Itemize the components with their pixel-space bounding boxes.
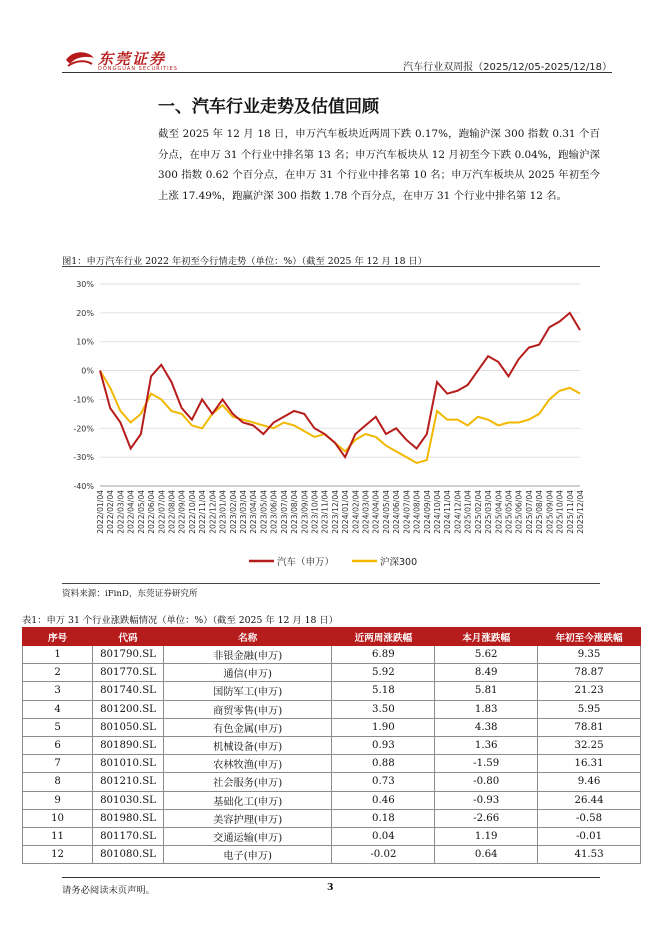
col-header-ytd: 年初至今涨跌幅 — [538, 628, 641, 646]
figure-caption: 图1：申万汽车行业 2022 年初至今行情走势（单位：%）（截至 2025 年 12 月 18 日） — [62, 256, 428, 267]
table-cell: 交通运输(申万) — [163, 827, 332, 845]
industry-performance-table — [22, 627, 641, 864]
legend-label-hs300: 沪深300 — [380, 557, 418, 568]
table-row — [23, 846, 641, 864]
x-tick-label: 2023/11/04 — [320, 490, 330, 534]
x-tick-label: 2024/05/04 — [381, 490, 391, 534]
x-tick-label: 2023/02/04 — [228, 490, 238, 534]
table-row — [23, 718, 641, 736]
table-cell: 0.18 — [332, 809, 435, 827]
x-tick-label: 2024/04/04 — [371, 490, 381, 534]
col-header-name: 名称 — [163, 628, 332, 646]
table-cell: 801890.SL — [93, 736, 164, 754]
x-tick-label: 2024/08/04 — [412, 490, 422, 534]
y-tick-label: 0% — [81, 366, 94, 376]
x-tick-label: 2023/07/04 — [279, 490, 289, 534]
x-tick-label: 2024/12/04 — [453, 490, 463, 534]
x-tick-label: 2022/05/04 — [136, 490, 146, 534]
table-cell: 社会服务(申万) — [163, 773, 332, 791]
table-cell: 通信(申万) — [163, 664, 332, 682]
x-axis-ticks — [96, 490, 585, 534]
table-cell: 9 — [23, 791, 93, 809]
table-cell: -0.80 — [435, 773, 538, 791]
table-cell: 2 — [23, 664, 93, 682]
legend-label-auto: 汽车（申万） — [277, 557, 335, 568]
x-tick-label: 2024/06/04 — [392, 490, 402, 534]
x-tick-label: 2022/08/04 — [167, 490, 177, 534]
table-cell: 5.62 — [435, 646, 538, 664]
table-cell: 1 — [23, 646, 93, 664]
table-cell: 801210.SL — [93, 773, 164, 791]
x-tick-label: 2022/06/04 — [147, 490, 157, 534]
x-tick-label: 2025/09/04 — [545, 490, 555, 534]
x-tick-label: 2025/05/04 — [504, 490, 514, 534]
figure-source: 资料来源：iFinD，东莞证券研究所 — [62, 589, 198, 599]
col-header-two-week: 近两周涨跌幅 — [332, 628, 435, 646]
table-cell: 801010.SL — [93, 755, 164, 773]
y-tick-label: 10% — [76, 337, 94, 347]
table-cell: 0.88 — [332, 755, 435, 773]
x-tick-label: 2023/03/04 — [238, 490, 248, 534]
x-tick-label: 2023/12/04 — [330, 490, 340, 534]
table-cell: 78.81 — [538, 718, 641, 736]
header-divider — [62, 72, 612, 73]
table-cell: -2.66 — [435, 809, 538, 827]
table-cell: 商贸零售(申万) — [163, 700, 332, 718]
table-header-row — [23, 628, 641, 646]
table-cell: 8.49 — [435, 664, 538, 682]
table-cell: 78.87 — [538, 664, 641, 682]
figure-bottom-rule — [62, 583, 600, 584]
x-tick-label: 2024/07/04 — [402, 490, 412, 534]
table-cell: 6 — [23, 736, 93, 754]
x-tick-label: 2024/03/04 — [361, 490, 371, 534]
table-row — [23, 755, 641, 773]
y-tick-label: -20% — [73, 424, 94, 434]
y-tick-label: -30% — [73, 453, 94, 463]
table-row — [23, 791, 641, 809]
table-cell: 1.83 — [435, 700, 538, 718]
x-tick-label: 2025/06/04 — [514, 490, 524, 534]
x-tick-label: 2023/06/04 — [269, 490, 279, 534]
x-tick-label: 2024/10/04 — [433, 490, 443, 534]
table-cell: 3.50 — [332, 700, 435, 718]
table-cell: 有色金属(申万) — [163, 718, 332, 736]
table-cell: 41.53 — [538, 846, 641, 864]
table-cell: 801200.SL — [93, 700, 164, 718]
x-tick-label: 2024/01/04 — [341, 490, 351, 534]
table-cell: 4.38 — [435, 718, 538, 736]
table-cell: 非银金融(申万) — [163, 646, 332, 664]
x-tick-label: 2022/02/04 — [106, 490, 116, 534]
table-cell: 农林牧渔(申万) — [163, 755, 332, 773]
x-tick-label: 2022/11/04 — [198, 490, 208, 534]
table-cell: 801740.SL — [93, 682, 164, 700]
col-header-index: 序号 — [23, 628, 93, 646]
footer-disclaimer: 请务必阅读末页声明。 — [62, 885, 155, 896]
table-cell: -1.59 — [435, 755, 538, 773]
table-cell: 5.95 — [538, 700, 641, 718]
table-cell: 9.46 — [538, 773, 641, 791]
x-tick-label: 2022/07/04 — [157, 490, 167, 534]
x-tick-label: 2024/02/04 — [351, 490, 361, 534]
table-cell: 12 — [23, 846, 93, 864]
table-cell: 0.73 — [332, 773, 435, 791]
table-cell: 16.31 — [538, 755, 641, 773]
table-cell: 基础化工(申万) — [163, 791, 332, 809]
table-cell: 801030.SL — [93, 791, 164, 809]
table-cell: 5.18 — [332, 682, 435, 700]
table-row — [23, 827, 641, 845]
table-cell: 32.25 — [538, 736, 641, 754]
summary-paragraph: 截至 2025 年 12 月 18 日，申万汽车板块近两周下跌 0.17%，跑输沪深 300 指数 0.31 个百分点，在申万 31 个行业中排名第 13 名；申万汽车板块从 12 月初至今下跌 0.04%，跑输沪深 300 指数 0.62 个百分点，在申万 31 个行业中排名第 10 名；申万汽车板块从 2025 年初至今上涨 17.49%，跑赢沪深 300 指数 1.78 个百分点，在申万 31 个行业中排名第 12 名。 — [158, 128, 600, 202]
table-cell: 国防军工(申万) — [163, 682, 332, 700]
table-cell: 801980.SL — [93, 809, 164, 827]
table-cell: 4 — [23, 700, 93, 718]
table-cell: 10 — [23, 809, 93, 827]
table-cell: -0.01 — [538, 827, 641, 845]
x-tick-label: 2023/05/04 — [259, 490, 269, 534]
table-caption: 表1：申万 31 个行业涨跌幅情况（单位：%）（截至 2025 年 12 月 18 日） — [22, 615, 339, 626]
x-tick-label: 2022/04/04 — [126, 490, 136, 534]
y-tick-label: -10% — [73, 395, 94, 405]
table-cell: 6.89 — [332, 646, 435, 664]
table-cell: 7 — [23, 755, 93, 773]
x-tick-label: 2024/09/04 — [422, 490, 432, 534]
brand-name: 东莞证券 — [98, 50, 167, 68]
table-cell: 5.81 — [435, 682, 538, 700]
table-row — [23, 736, 641, 754]
table-cell: 3 — [23, 682, 93, 700]
table-row — [23, 809, 641, 827]
table-cell: 26.44 — [538, 791, 641, 809]
table-cell: 21.23 — [538, 682, 641, 700]
table-cell: 0.04 — [332, 827, 435, 845]
x-tick-label: 2022/10/04 — [187, 490, 197, 534]
table-cell: 801050.SL — [93, 718, 164, 736]
brand-subtitle: DONGGUAN SECURITIES — [98, 66, 178, 72]
table-cell: -0.93 — [435, 791, 538, 809]
table-cell: 0.46 — [332, 791, 435, 809]
section-title: 一、汽车行业走势及估值回顾 — [158, 97, 379, 117]
figure-top-rule — [62, 266, 600, 267]
table-cell: 1.36 — [435, 736, 538, 754]
table-cell: 电子(申万) — [163, 846, 332, 864]
table-cell: 1.90 — [332, 718, 435, 736]
table-row — [23, 682, 641, 700]
y-tick-label: 30% — [76, 280, 94, 289]
x-tick-label: 2022/12/04 — [208, 490, 218, 534]
performance-line-chart — [62, 270, 600, 580]
footer-divider — [62, 877, 600, 878]
x-tick-label: 2023/10/04 — [310, 490, 320, 534]
col-header-month: 本月涨跌幅 — [435, 628, 538, 646]
table-row — [23, 700, 641, 718]
table-cell: 机械设备(申万) — [163, 736, 332, 754]
x-tick-label: 2023/04/04 — [249, 490, 259, 534]
report-title: 汽车行业双周报（2025/12/05-2025/12/18） — [403, 62, 612, 73]
x-tick-label: 2025/11/04 — [565, 490, 575, 534]
x-tick-label: 2025/01/04 — [463, 490, 473, 534]
x-tick-label: 2024/11/04 — [443, 490, 453, 534]
table-row — [23, 773, 641, 791]
table-cell: 801080.SL — [93, 846, 164, 864]
x-tick-label: 2022/09/04 — [177, 490, 187, 534]
table-row — [23, 646, 641, 664]
y-axis-ticks — [73, 280, 94, 491]
table-cell: 0.64 — [435, 846, 538, 864]
table-cell: 801170.SL — [93, 827, 164, 845]
x-tick-label: 2023/01/04 — [218, 490, 228, 534]
y-tick-label: -40% — [73, 482, 94, 491]
table-cell: 11 — [23, 827, 93, 845]
series-line-auto — [100, 313, 580, 457]
table-cell: 0.93 — [332, 736, 435, 754]
x-tick-label: 2025/08/04 — [535, 490, 545, 534]
table-row — [23, 664, 641, 682]
col-header-code: 代码 — [93, 628, 164, 646]
x-tick-label: 2022/03/04 — [116, 490, 126, 534]
table-cell: 9.35 — [538, 646, 641, 664]
table-cell: 美容护理(申万) — [163, 809, 332, 827]
table-cell: -0.58 — [538, 809, 641, 827]
table-cell: 801770.SL — [93, 664, 164, 682]
x-tick-label: 2025/02/04 — [473, 490, 483, 534]
table-cell: -0.02 — [332, 846, 435, 864]
table-cell: 8 — [23, 773, 93, 791]
x-tick-label: 2025/12/04 — [576, 490, 585, 534]
x-tick-label: 2025/04/04 — [494, 490, 504, 534]
x-tick-label: 2023/08/04 — [290, 490, 300, 534]
x-tick-label: 2025/07/04 — [524, 490, 534, 534]
x-tick-label: 2025/10/04 — [555, 490, 565, 534]
x-tick-label: 2022/01/04 — [96, 490, 105, 534]
chart-legend — [249, 556, 417, 568]
y-tick-label: 20% — [76, 308, 94, 318]
table-cell: 5 — [23, 718, 93, 736]
x-tick-label: 2023/09/04 — [300, 490, 310, 534]
table-cell: 5.92 — [332, 664, 435, 682]
table-cell: 801790.SL — [93, 646, 164, 664]
page-number: 3 — [327, 882, 334, 893]
x-tick-label: 2025/03/04 — [484, 490, 494, 534]
table-cell: 1.19 — [435, 827, 538, 845]
